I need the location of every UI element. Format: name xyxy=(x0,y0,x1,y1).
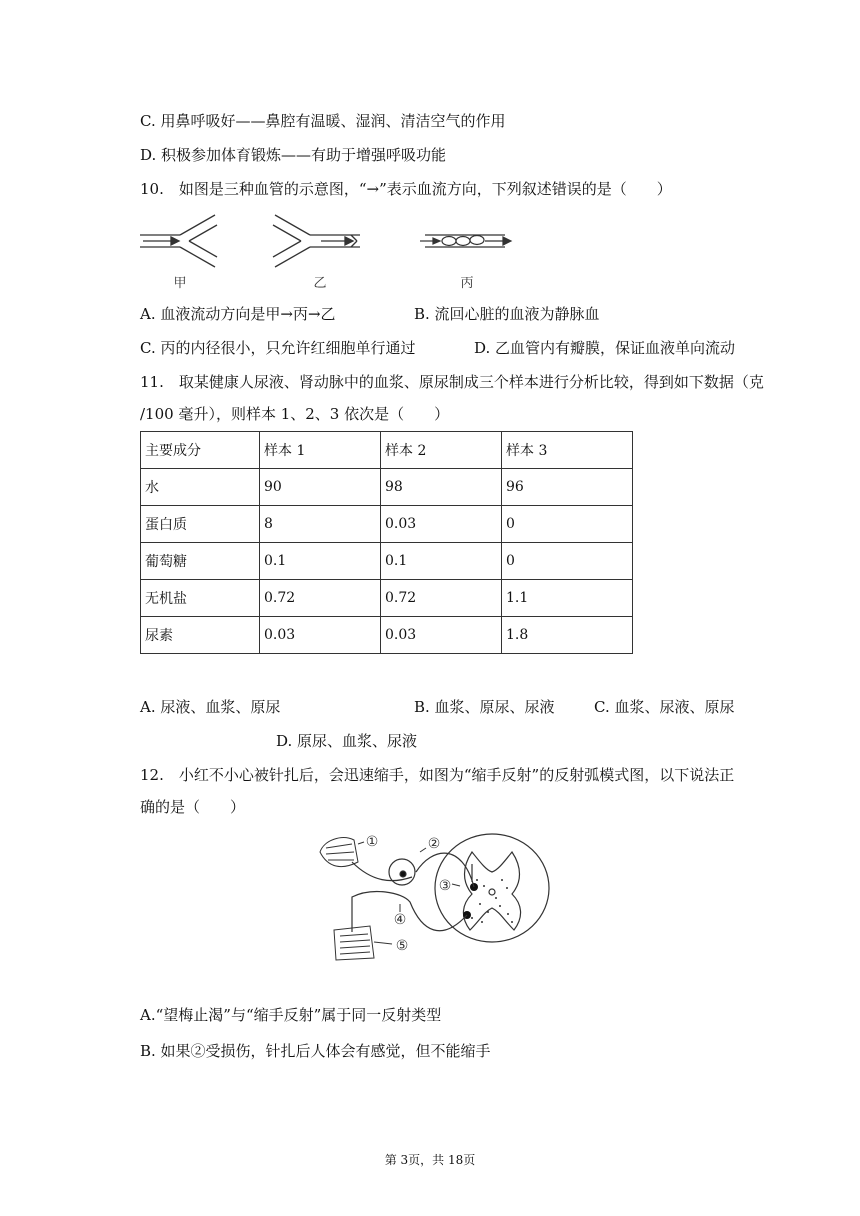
table-row xyxy=(141,543,633,580)
neural-pathways xyxy=(352,853,474,932)
vessel-yi xyxy=(273,215,360,267)
table-cell: 0 xyxy=(502,506,633,543)
label-jia: 甲 xyxy=(173,276,187,291)
table-cell: 8 xyxy=(260,506,381,543)
q9-option-c: C. 用鼻呼吸好——鼻腔有温暖、湿润、清洁空气的作用 xyxy=(140,112,506,130)
q10-option-d: D. 乙血管内有瓣膜，保证血液单向流动 xyxy=(474,339,736,357)
table-header-cell: 主要成分 xyxy=(141,432,260,469)
label-4: ④ xyxy=(393,912,407,928)
table-cell: 尿素 xyxy=(141,617,260,654)
table-cell: 水 xyxy=(141,469,260,506)
table-row xyxy=(141,506,633,543)
vessel-jia xyxy=(140,215,217,267)
table-header-cell: 样本 2 xyxy=(381,432,502,469)
table-cell: 0.72 xyxy=(381,580,502,617)
table-header-row xyxy=(141,432,633,469)
q11-option-a: A. 尿液、血浆、原尿 xyxy=(140,698,281,716)
table-cell: 蛋白质 xyxy=(141,506,260,543)
table-cell: 0.72 xyxy=(260,580,381,617)
label-1: ① xyxy=(365,834,379,850)
q10-option-a: A. 血液流动方向是甲→丙→乙 xyxy=(140,305,336,323)
table-row xyxy=(141,617,633,654)
label-bing: 丙 xyxy=(460,276,474,291)
vessel-bing xyxy=(420,235,511,247)
q12-stem-line2: 确的是（ ） xyxy=(140,798,246,816)
blood-vessel-figure xyxy=(135,205,525,295)
q11-option-b: B. 血浆、原尿、尿液 xyxy=(414,698,555,716)
page-footer: 第 3页，共 18页 xyxy=(384,1153,476,1167)
q11-data-table xyxy=(140,431,633,654)
table-header-cell: 样本 1 xyxy=(260,432,381,469)
label-5: ⑤ xyxy=(395,938,409,954)
table-cell: 1.8 xyxy=(502,617,633,654)
table-cell: 葡萄糖 xyxy=(141,543,260,580)
label-yi: 乙 xyxy=(313,276,327,291)
table-cell: 98 xyxy=(381,469,502,506)
table-cell: 1.1 xyxy=(502,580,633,617)
q11-stem-line2: /100 毫升），则样本 1、2、3 依次是（ ） xyxy=(140,405,450,423)
table-cell: 0 xyxy=(502,543,633,580)
table-row xyxy=(141,580,633,617)
q11-stem-line1: 11. 取某健康人尿液、肾动脉中的血浆、原尿制成三个样本进行分析比较，得到如下数据（克 xyxy=(140,373,764,391)
table-cell: 无机盐 xyxy=(141,580,260,617)
label-3: ③ xyxy=(438,878,452,894)
muscle-effector xyxy=(334,926,374,960)
table-cell: 0.03 xyxy=(260,617,381,654)
q10-option-b: B. 流回心脏的血液为静脉血 xyxy=(414,305,600,323)
q10-stem: 10. 如图是三种血管的示意图，“→”表示血流方向，下列叙述错误的是（ ） xyxy=(140,180,672,198)
table-cell: 90 xyxy=(260,469,381,506)
q12-option-b: B. 如果②受损伤，针扎后人体会有感觉，但不能缩手 xyxy=(140,1042,491,1060)
q11-option-c: C. 血浆、尿液、原尿 xyxy=(594,698,735,716)
table-cell: 0.03 xyxy=(381,617,502,654)
reflex-arc-figure xyxy=(312,822,560,970)
q10-option-c: C. 丙的内径很小，只允许红细胞单行通过 xyxy=(140,339,416,357)
table-row xyxy=(141,469,633,506)
table-cell: 96 xyxy=(502,469,633,506)
spinal-cord xyxy=(435,834,549,942)
q12-stem-line1: 12. 小红不小心被针扎后，会迅速缩手，如图为“缩手反射”的反射弧模式图，以下说法正 xyxy=(140,766,735,784)
q11-option-d: D. 原尿、血浆、尿液 xyxy=(276,732,418,750)
table-cell: 0.03 xyxy=(381,506,502,543)
q12-option-a: A.“望梅止渴”与“缩手反射”属于同一反射类型 xyxy=(140,1006,442,1024)
table-header-cell: 样本 3 xyxy=(502,432,633,469)
label-2: ② xyxy=(427,836,441,852)
table-cell: 0.1 xyxy=(260,543,381,580)
q9-option-d: D. 积极参加体育锻炼——有助于增强呼吸功能 xyxy=(140,146,447,164)
table-cell: 0.1 xyxy=(381,543,502,580)
